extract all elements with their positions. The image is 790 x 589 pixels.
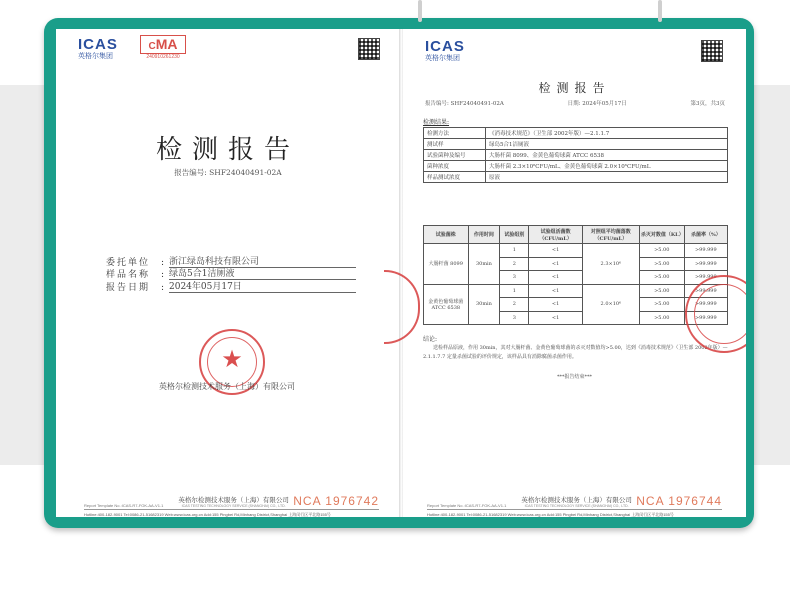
- table-cell: <1: [529, 298, 582, 312]
- report-number-label: 报告编号:: [174, 168, 207, 177]
- column-header: 作用时间: [468, 226, 500, 244]
- icas-logo: [78, 37, 118, 61]
- table-cell: 1: [500, 284, 529, 298]
- report-meta: [425, 99, 725, 107]
- table-row: [424, 172, 728, 183]
- results-table: [423, 225, 728, 325]
- star-icon: ★: [221, 345, 243, 373]
- table-row: [424, 128, 728, 139]
- column-header: 试验组活菌数（CFU/mL）: [529, 226, 582, 244]
- table-cell: <1: [529, 284, 582, 298]
- column-header: 试验组别: [500, 226, 529, 244]
- field-label: 委托单位: [106, 257, 151, 268]
- table-row: [424, 139, 728, 150]
- contact-line: Hotline:400-182-9001 Tel:0086-21-51682319 Web:www.icas.org.cn Add:155 Pingbei Rd,Minhang District,Shanghai 上海闵行区平北路155号: [427, 512, 674, 517]
- table-cell: >99.999: [684, 271, 727, 285]
- binder-ring: [658, 0, 662, 22]
- column-header: 试验菌株: [424, 226, 469, 244]
- time-cell: 30min: [468, 244, 500, 285]
- report-date: 2024年05月17日: [582, 101, 627, 107]
- table-cell: >5.00: [639, 284, 684, 298]
- icas-logo: [425, 39, 465, 63]
- table-cell: >99.999: [684, 257, 727, 271]
- table-cell: <1: [529, 311, 582, 325]
- table-cell: 试验菌种及编号: [424, 150, 486, 161]
- qr-code-icon: [358, 38, 380, 60]
- table-cell: >5.00: [639, 271, 684, 285]
- table-row: [424, 284, 728, 298]
- field-label: 报告日期: [106, 282, 151, 293]
- table-cell: >5.00: [639, 257, 684, 271]
- results-page: [403, 29, 746, 517]
- table-cell: >5.00: [639, 244, 684, 258]
- conclusion: [423, 335, 728, 362]
- strain-cell: 大肠杆菌 8099: [424, 244, 469, 285]
- issuing-company: 英格尔检测技术服务（上海）有限公司: [159, 382, 295, 391]
- table-cell: <1: [529, 244, 582, 258]
- report-number-value: SHF24040491-02A: [450, 101, 504, 107]
- table-row: [424, 161, 728, 172]
- nca-number: NCA 1976744: [636, 494, 722, 508]
- cma-mark: CMA 240910261230: [140, 35, 186, 61]
- report-end-marker: ***报告结束***: [556, 374, 592, 380]
- table-cell: 《消毒技术规范》（卫生部 2002年版）—2.1.1.7: [486, 128, 728, 139]
- table-cell: >5.00: [639, 298, 684, 312]
- time-cell: 30min: [468, 284, 500, 325]
- column-header: 杀菌率（%）: [684, 226, 727, 244]
- template-number: Report Template No.:ICAS-R7-FOK-AA-V1.1: [84, 503, 164, 508]
- column-header: 对照组平均菌落数（CFU/mL）: [582, 226, 639, 244]
- report-number-label: 报告编号:: [425, 101, 449, 107]
- cover-page: [56, 29, 400, 517]
- lab-name-cn: 英格尔检测技术服务（上海）有限公司: [178, 497, 289, 504]
- lab-name-cn: 英格尔检测技术服务（上海）有限公司: [521, 497, 632, 504]
- page-info: 第3页，共3页: [690, 101, 725, 107]
- table-cell: 菌种浓度: [424, 161, 486, 172]
- table-row: [424, 150, 728, 161]
- column-header: 杀灭对数值（KL）: [639, 226, 684, 244]
- table-cell: <1: [529, 257, 582, 271]
- cma-number: 240910261230: [146, 54, 180, 60]
- lab-name-en: ICAS TESTING TECHNOLOGY SERVICE (SHANGHAI) CO., LTD.: [181, 504, 286, 508]
- table-cell: 1: [500, 244, 529, 258]
- brand-en: ICAS: [78, 36, 118, 53]
- page-footer: [84, 494, 379, 517]
- field-label: 样品名称: [106, 270, 151, 280]
- brand-en: ICAS: [425, 38, 465, 55]
- client-info: [106, 255, 356, 293]
- table-cell: 检测方法: [424, 128, 486, 139]
- table-cell: >99.999: [684, 284, 727, 298]
- contact-line: Hotline:400-182-9001 Tel:0086-21-51682319 Web:www.icas.org.cn Add:155 Pingbei Rd,Minhang District,Shanghai 上海闵行区平北路155号: [84, 512, 331, 517]
- table-cell: 大肠杆菌 2.3×10⁶CFU/mL、金黄色葡萄球菌 2.0×10⁶CFU/mL: [486, 161, 728, 172]
- date-label: 日期:: [567, 101, 581, 107]
- table-cell: 3: [500, 271, 529, 285]
- table-cell: >99.999: [684, 311, 727, 325]
- strain-cell: 金黄色葡萄球菌 ATCC 6538: [424, 284, 469, 325]
- table-cell: 样品测试浓度: [424, 172, 486, 183]
- control-cell: 2.3×10⁶: [582, 244, 639, 285]
- table-cell: 绿岛5合1洁厕液: [486, 139, 728, 150]
- report-title: 检测报告: [155, 135, 300, 165]
- table-cell: >5.00: [639, 311, 684, 325]
- conclusion-text: 送检样品原液，作用 30min，其对大肠杆菌、金黄色葡萄球菌的杀灭对数值均>5.00，达到《消毒技术规范》（卫生部 2002年版）—2.1.1.7.7 定量杀菌试验的评价规定，该样品具有消除腐菌杀菌作用。: [423, 345, 728, 360]
- table-cell: >99.999: [684, 244, 727, 258]
- field-value: 2024年05月17日: [169, 279, 356, 293]
- field-value: 绿岛5合1洁厕液: [169, 266, 356, 280]
- cma-mark-text: MA: [155, 36, 178, 52]
- report-number: [56, 167, 400, 178]
- qr-code-icon: [701, 40, 723, 62]
- nca-number: NCA 1976742: [293, 494, 379, 508]
- table-cell: 2: [500, 257, 529, 271]
- table-cell: <1: [529, 271, 582, 285]
- info-row: 委托单位 : 浙江绿岛科技有限公司: [106, 255, 356, 268]
- table-row: [424, 244, 728, 258]
- binder-ring: [418, 0, 422, 22]
- table-cell: 3: [500, 311, 529, 325]
- table-cell: 原液: [486, 172, 728, 183]
- report-number-value: SHF24040491-02A: [209, 168, 282, 177]
- info-row: 样品名称 : 绿岛5合1洁厕液: [106, 268, 356, 281]
- table-cell: 大肠杆菌 8099、金黄色葡萄球菌 ATCC 6538: [486, 150, 728, 161]
- table-cell: 2: [500, 298, 529, 312]
- table-cell: 测试样: [424, 139, 486, 150]
- control-cell: 2.0×10⁶: [582, 284, 639, 325]
- test-info-table: [423, 127, 728, 183]
- table-header-row: [424, 226, 728, 244]
- brand-cn: 英格尔集团: [78, 53, 113, 60]
- lab-name-en: ICAS TESTING TECHNOLOGY SERVICE (SHANGHAI) CO., LTD.: [524, 504, 629, 508]
- results-heading: 检测结果:: [423, 119, 450, 126]
- brand-cn: 英格尔集团: [425, 55, 460, 62]
- table-cell: >99.999: [684, 298, 727, 312]
- info-row: 报告日期 : 2024年05月17日: [106, 280, 356, 293]
- page-footer: [427, 494, 722, 517]
- report-title: 检测报告: [538, 81, 611, 95]
- conclusion-title: 结论:: [423, 336, 438, 343]
- template-number: Report Template No.:ICAS-R7-FOK-AA-V1.1: [427, 503, 507, 508]
- field-value: 浙江绿岛科技有限公司: [169, 254, 356, 268]
